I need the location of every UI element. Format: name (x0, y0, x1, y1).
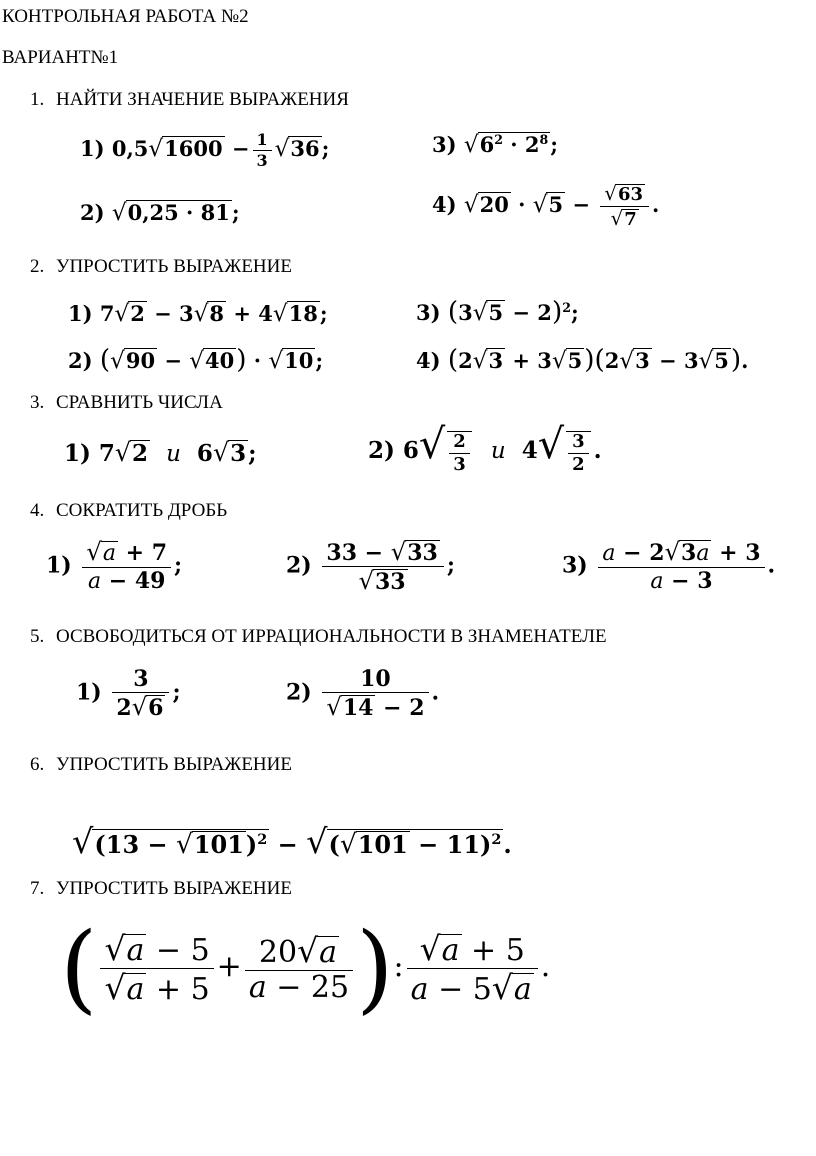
task-1-expr-2: 2) √0,25 · 81; (80, 200, 240, 226)
variant-label: ВАРИАНТ№1 (2, 47, 119, 68)
task-1-heading (30, 89, 349, 111)
task-4-expr-3: 3) $\frac{a - 2√3a + 3}{a - 3}$ . (562, 538, 776, 594)
task-label: ОСВОБОДИТЬСЯ ОТ ИРРАЦИОНАЛЬНОСТИ В ЗНАМЕНАТЕЛЕ (56, 626, 607, 647)
task-number: 2. (30, 256, 45, 277)
task-7-expr: ( $\frac{√a - 5}{√a + 5}$ + $\frac{20√a}{a - 25}$ ): $\frac{√a + 5}{a - 5√a}$ . (60, 912, 551, 1024)
task-label: НАЙТИ ЗНАЧЕНИЕ ВЫРАЖЕНИЯ (56, 89, 349, 110)
task-6-expr: $√(13 - √101)^2 - √(√101 - 11)^2$. (72, 822, 512, 861)
task-label: УПРОСТИТЬ ВЫРАЖЕНИЕ (56, 754, 292, 775)
task-2-expr-4: 4) (2√3 + 3√5)(2√3 − 3√5). (416, 345, 749, 375)
task-4-expr-2: 2) $\frac{33 - √33}{√33}$ ; (286, 538, 455, 596)
task-6-heading (30, 754, 292, 776)
task-number: 5. (30, 626, 45, 647)
task-1-expr-3: 3) $√6^2 \cdot 2^8$; (432, 132, 559, 158)
task-4-heading (30, 500, 227, 522)
task-label: УПРОСТИТЬ ВЫРАЖЕНИЕ (56, 878, 292, 899)
task-7-heading (30, 878, 292, 900)
task-3-heading (30, 392, 223, 414)
task-number: 1. (30, 89, 45, 110)
task-3-expr-1: 1) 7√2 и 6√3; (64, 438, 257, 467)
task-number: 7. (30, 878, 45, 899)
task-1-expr-1: 1) 0,5√1600 − $\frac{1}{3}$ √36; (80, 130, 330, 170)
task-label: СРАВНИТЬ ЧИСЛА (56, 392, 223, 413)
task-5-heading (30, 626, 607, 648)
task-2-expr-2: 2) (√90 − √40) · √10; (68, 345, 324, 375)
task-2-expr-1: 1) 7√2 − 3√8 + 4√18; (68, 301, 328, 327)
task-3-expr-2: 2) 6√ $\frac{2}{3}$ и 4√ $\frac{3}{2}$ . (368, 420, 602, 475)
task-5-expr-1: 1) $\frac{3}{2√6}$ ; (76, 666, 181, 721)
task-1-expr-4: 4) √20 · √5 − $\frac{√63}{√7}$ . (432, 182, 660, 230)
task-number: 3. (30, 392, 45, 413)
task-2-heading (30, 256, 292, 278)
task-2-expr-3: 3) $(3√5 - 2)^2$; (416, 297, 579, 327)
task-number: 6. (30, 754, 45, 775)
page-title: КОНТРОЛЬНАЯ РАБОТА №2 (2, 6, 249, 27)
task-5-expr-2: 2) $\frac{10}{√14 - 2}$ . (286, 666, 440, 721)
task-label: СОКРАТИТЬ ДРОБЬ (56, 500, 228, 521)
task-4-expr-1: 1) $\frac{√a + 7}{a - 49}$ ; (46, 538, 183, 594)
task-label: УПРОСТИТЬ ВЫРАЖЕНИЕ (56, 256, 292, 277)
task-number: 4. (30, 500, 45, 521)
